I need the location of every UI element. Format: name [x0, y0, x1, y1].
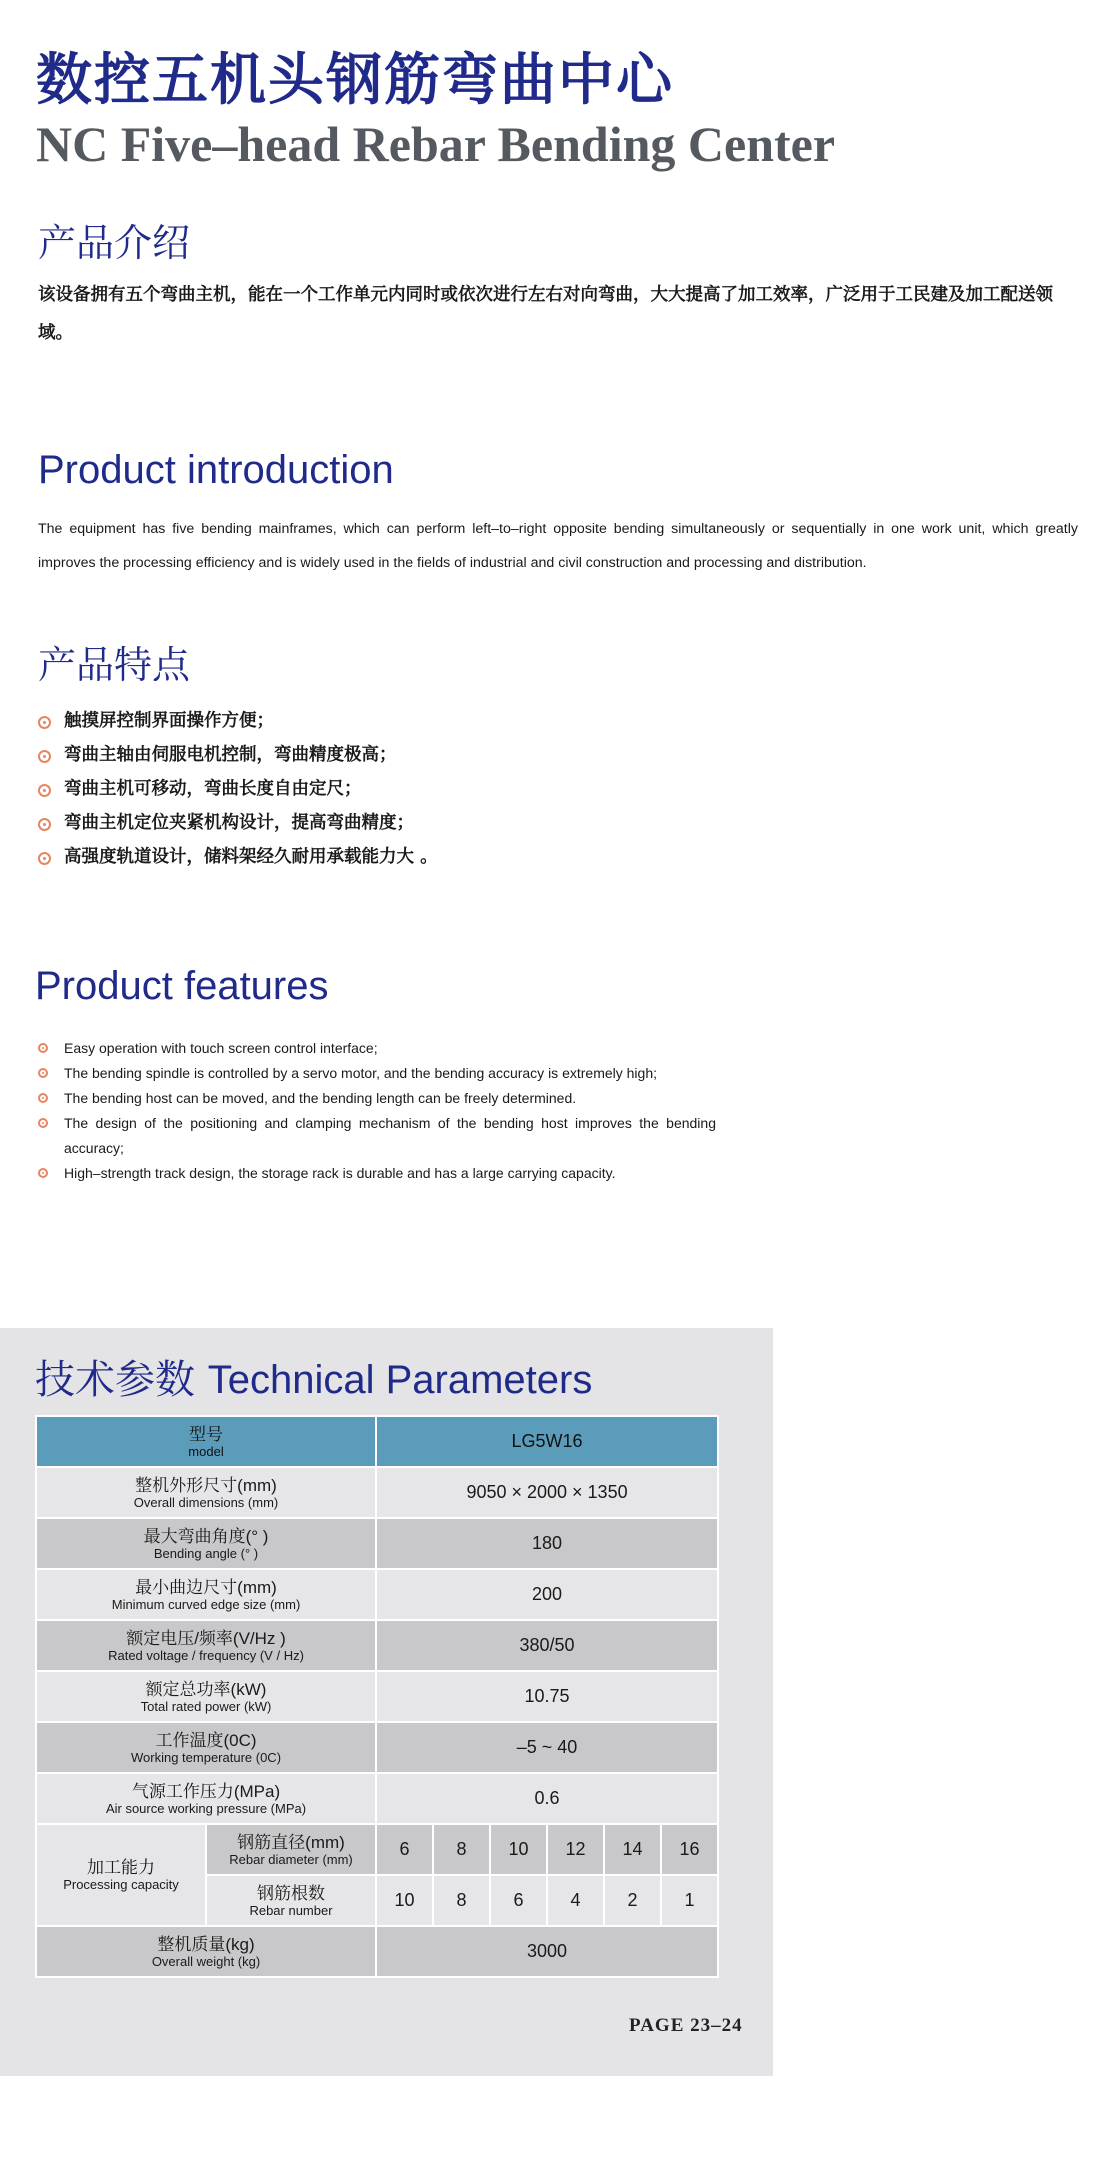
row-label: 额定总功率(kW) Total rated power (kW)	[36, 1671, 376, 1722]
page-title-en: NC Five–head Rebar Bending Center	[36, 116, 836, 172]
intro-heading-cn: 产品介绍	[38, 221, 191, 265]
row-value: 3000	[376, 1926, 718, 1977]
feature-item-en: Easy operation with touch screen control interface;	[38, 1036, 716, 1061]
feature-item-cn: 弯曲主机定位夹紧机构设计，提高弯曲精度；	[38, 806, 738, 840]
number-cell: 4	[547, 1875, 604, 1926]
number-cell: 6	[490, 1875, 547, 1926]
row-label: 整机质量(kg) Overall weight (kg)	[36, 1926, 376, 1977]
number-cell: 1	[661, 1875, 718, 1926]
diameter-cell: 14	[604, 1824, 661, 1875]
bullet-icon	[38, 1118, 48, 1128]
row-label: 最小曲边尺寸(mm) Minimum curved edge size (mm)	[36, 1569, 376, 1620]
row-label: 额定电压/频率(V/Hz ) Rated voltage / frequency (V / Hz)	[36, 1620, 376, 1671]
bullet-icon	[38, 1043, 48, 1053]
row-label: 最大弯曲角度(° ) Bending angle (° )	[36, 1518, 376, 1569]
bullet-icon	[38, 1168, 48, 1178]
feature-item-cn: 触摸屏控制界面操作方便；	[38, 704, 738, 738]
intro-text-en: The equipment has five bending mainframes, which can perform left–to–right opposite bending simultaneously or sequentially in one work unit, which greatly improves the processing efficiency and is widely used in the fields of industrial and civil construction and processing and distribution.	[38, 521, 1078, 571]
feature-item-en: The design of the positioning and clamping mechanism of the bending host improves the bending accuracy;	[38, 1111, 716, 1161]
row-label: 工作温度(0C) Working temperature (0C)	[36, 1722, 376, 1773]
table-row	[36, 1518, 718, 1569]
diameter-label: 钢筋直径(mm) Rebar diameter (mm)	[206, 1824, 376, 1875]
table-row	[36, 1671, 718, 1722]
diameter-cell: 6	[376, 1824, 433, 1875]
intro-heading-en: Product introduction	[38, 448, 394, 492]
bullet-icon	[38, 1068, 48, 1078]
bullet-icon	[38, 1093, 48, 1103]
header-value-cell: LG5W16	[376, 1416, 718, 1467]
parameters-heading-cn: 技术参数	[35, 1357, 195, 1403]
table-row-capacity-diameter	[36, 1824, 718, 1875]
intro-text-cn: 该设备拥有五个弯曲主机，能在一个工作单元内同时或依次进行左右对向弯曲，大大提高了加工效率，广泛用于工民建及加工配送领域。	[38, 285, 1053, 343]
feature-item-cn: 弯曲主机可移动，弯曲长度自由定尺；	[38, 772, 738, 806]
parameters-heading-en: Technical Parameters	[207, 1358, 593, 1402]
row-label: 整机外形尺寸(mm) Overall dimensions (mm)	[36, 1467, 376, 1518]
row-value: 200	[376, 1569, 718, 1620]
feature-item-en: The bending host can be moved, and the bending length can be freely determined.	[38, 1086, 716, 1111]
row-value: 9050 × 2000 × 1350	[376, 1467, 718, 1518]
feature-item-en: The bending spindle is controlled by a servo motor, and the bending accuracy is extremely high;	[38, 1061, 716, 1086]
number-cell: 2	[604, 1875, 661, 1926]
features-list-en	[38, 1036, 716, 1186]
bullet-icon	[38, 818, 51, 831]
bullet-icon	[38, 852, 51, 865]
features-heading-en: Product features	[35, 964, 329, 1008]
diameter-cell: 10	[490, 1824, 547, 1875]
bullet-icon	[38, 716, 51, 729]
feature-item-cn: 弯曲主轴由伺服电机控制，弯曲精度极高；	[38, 738, 738, 772]
feature-item-en: High–strength track design, the storage rack is durable and has a large carrying capacity.	[38, 1161, 716, 1186]
header-label-cell: 型号 model	[36, 1416, 376, 1467]
bullet-icon	[38, 784, 51, 797]
diameter-cell: 8	[433, 1824, 490, 1875]
table-row	[36, 1773, 718, 1824]
number-cell: 8	[433, 1875, 490, 1926]
table-header-row	[36, 1416, 718, 1467]
row-label: 气源工作压力(MPa) Air source working pressure (MPa)	[36, 1773, 376, 1824]
table-row	[36, 1620, 718, 1671]
row-value: –5 ~ 40	[376, 1722, 718, 1773]
parameters-heading	[35, 1348, 592, 1405]
features-list-cn	[38, 704, 738, 874]
number-cell: 10	[376, 1875, 433, 1926]
table-row	[36, 1926, 718, 1977]
table-row	[36, 1467, 718, 1518]
feature-item-cn: 高强度轨道设计，储料架经久耐用承载能力大 。	[38, 840, 738, 874]
diameter-cell: 12	[547, 1824, 604, 1875]
table-row	[36, 1569, 718, 1620]
capacity-label: 加工能力 Processing capacity	[36, 1824, 206, 1926]
features-heading-cn: 产品特点	[38, 643, 191, 687]
page-title-cn: 数控五机头钢筋弯曲中心	[36, 47, 674, 113]
parameters-table	[35, 1415, 719, 1978]
row-value: 380/50	[376, 1620, 718, 1671]
row-value: 10.75	[376, 1671, 718, 1722]
page-number: PAGE 23–24	[629, 2015, 743, 2036]
row-value: 180	[376, 1518, 718, 1569]
number-label: 钢筋根数 Rebar number	[206, 1875, 376, 1926]
table-row	[36, 1722, 718, 1773]
diameter-cell: 16	[661, 1824, 718, 1875]
bullet-icon	[38, 750, 51, 763]
row-value: 0.6	[376, 1773, 718, 1824]
